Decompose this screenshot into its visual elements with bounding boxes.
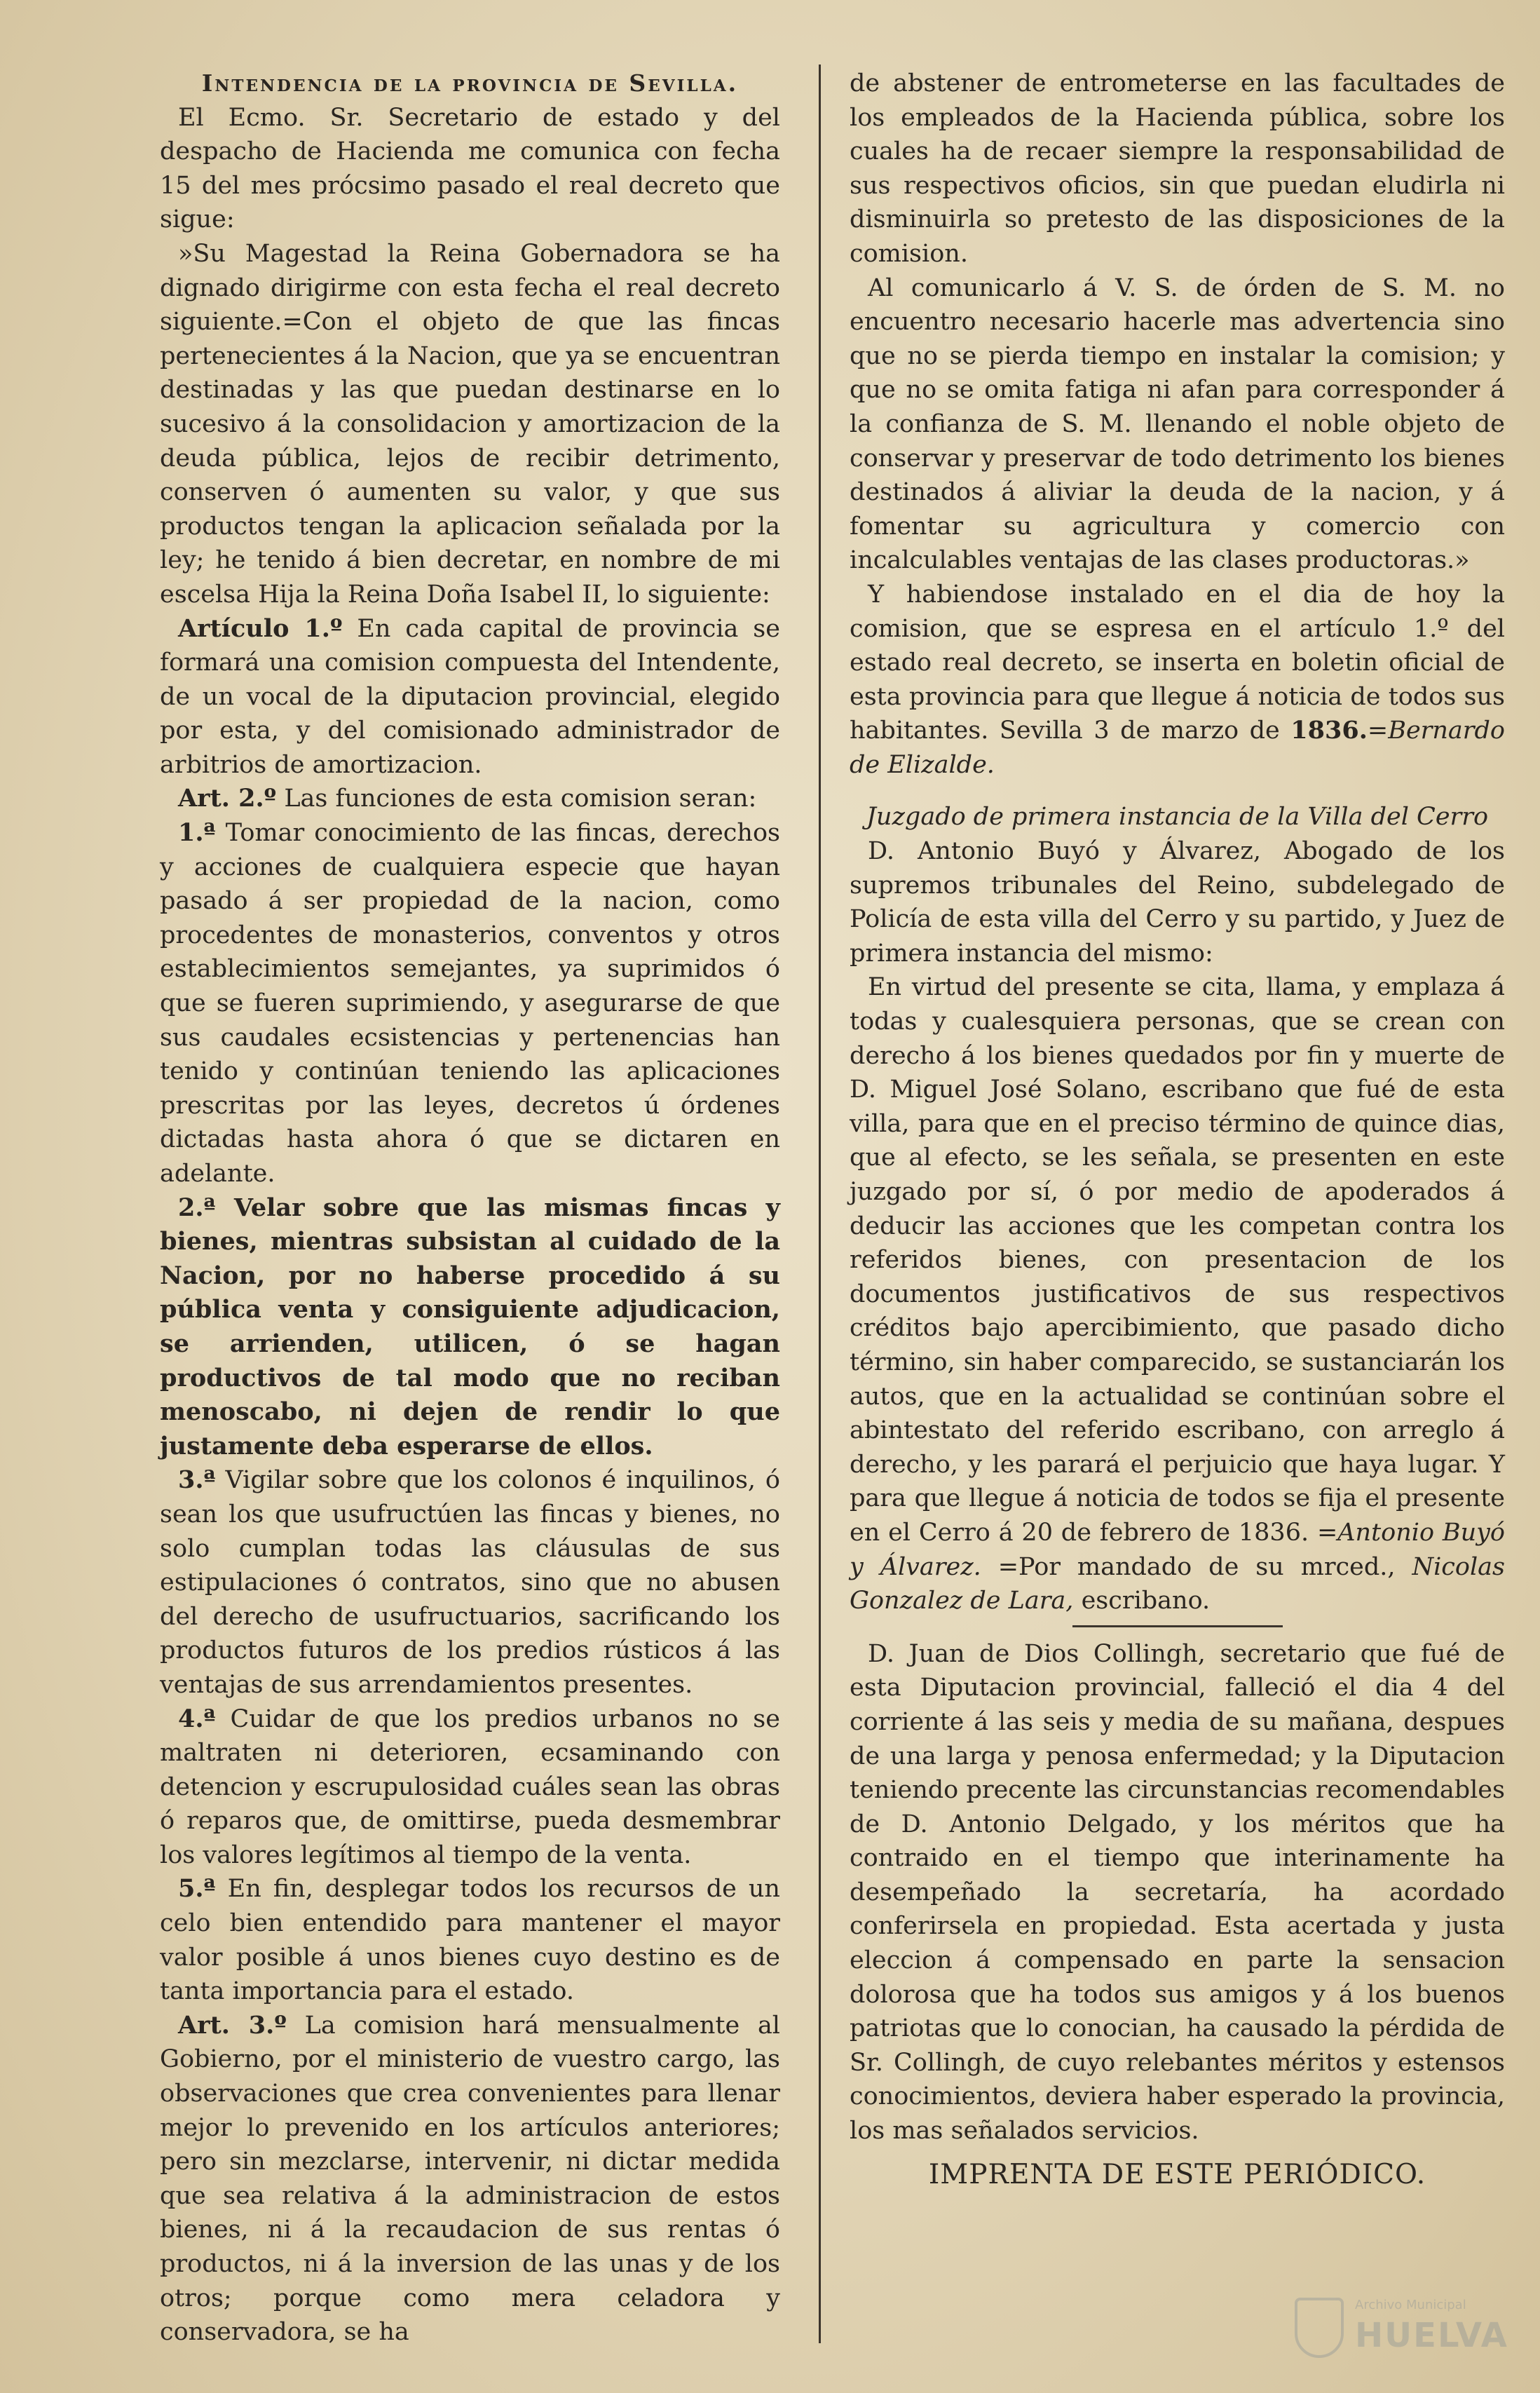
section-separator (1072, 1625, 1283, 1627)
closing-year: 1836. (1290, 716, 1368, 745)
item-5-lead: 5.ª (178, 1874, 216, 1904)
intro-paragraph: El Ecmo. Sr. Secretario de estado y del despacho de Hacienda me comunica con fecha 15 del mes prócsimo pasado el real decreto que sigue: (160, 103, 780, 234)
item-3-lead: 3.ª (178, 1465, 216, 1495)
closing-text: Y habiendose instalado en el dia de hoy la comision, que se espresa en el artículo 1.º del estado real decreto, se inserta en boletin oficial de esta provincia para que llegue á noticia de todos sus habitantes. Sevilla 3 de marzo de (850, 580, 1505, 745)
court-body (850, 970, 1505, 1618)
watermark-small-text: Archivo Municipal (1355, 2298, 1466, 2312)
court-heading: D. Antonio Buyó y Álvarez, Abogado de los supremos tribunales del Reino, subdelegado de Policía de esta villa del Cerro y su partido, y Juez de primera instancia del mismo: (850, 837, 1505, 968)
archive-watermark (1295, 2289, 1508, 2366)
court-signature-mandate: =Por mandado de su mrced., (997, 1552, 1396, 1581)
function-item-4 (160, 1702, 780, 1873)
item-3-text: Vigilar sobre que los colonos é inquilinos, ó sean los que usufructúen las fincas y bienes, no solo cumplan todas las cláusulas de sus estipulaciones ó contratos, sino que no abusen del derecho de usufructuarios, sacrificando los productos futuros de los predios rústicos á las ventajas de sus arrendamientos presentes. (160, 1466, 780, 1699)
right-column (850, 67, 1505, 2192)
column-divider (819, 65, 821, 2343)
section-heading: Intendencia de la provincia de Sevilla. (201, 69, 739, 97)
court-body-text: En virtud del presente se cita, llama, y emplaza á todas y cualesquiera personas, que se crean con derecho á los bienes quedados por fin y muerte de D. Miguel José Solano, escribano que fué de esta villa, para que en el preciso término de quince dias, que al efecto, se les señala, se presenten en este juzgado por sí, ó por medio de apoderados á deducir las acciones que les competan contra los referidos bienes, con presentacion de los documentos justificativos de sus respectivos créditos bajo apercibimiento, que pasado dicho término, sin haber comparecido, se sustanciarán los autos, que en la actualidad se continúan sobre el abintestato del referido escribano, con arreglo á derecho, y les parará el perjuicio que haya lugar. Y para que llegue á noticia de todos se fija el presente en el Cerro á 20 de febrero de 1836. (850, 973, 1505, 1547)
article-2-lead: Art. 2.º (178, 784, 277, 813)
article-3-text: La comision hará mensualmente al Gobierno, por el ministerio de vuestro cargo, las observaciones que crea convenientes para llenar mejor lo prevenido en los artículos anteriores; pero sin mezclarse, intervenir, ni dictar medida que sea relativa á la administracion de estos bienes, ni á la recaudacion de sus rentas ó productos, ni á la inversion de las unas y de los otros; porque como mera celadora y conservadora, se ha (160, 2011, 781, 2347)
shield-icon (1295, 2298, 1344, 2358)
item-5-text: En fin, desplegar todos los recursos de un celo bien entendido para mantener el mayor valor posible á unos bienes cuyo destino es de tanta importancia para el estado. (160, 1875, 780, 2006)
court-signature-end: escribano. (1081, 1587, 1211, 1615)
item-4-lead: 4.ª (178, 1704, 216, 1733)
article-3-lead: Art. 3.º (178, 2010, 287, 2040)
decree-continuation: de abstener de entrometerse en las facultades de los empleados de la Hacienda pública, sobre los cuales ha de recaer siempre la responsabilidad de sus respectivos oficios, sin que puedan eludirla ni disminuirla so pretesto de las disposiciones de la comision. (850, 69, 1505, 268)
article-2-text: Las funciones de esta comision seran: (284, 785, 757, 813)
function-item-1 (160, 816, 780, 1191)
article-1-lead: Artículo 1.º (178, 613, 343, 643)
article-3 (160, 2009, 780, 2350)
court-title: Juzgado de primera instancia de la Villa del Cerro (866, 803, 1489, 832)
item-2-text: Velar sobre que las mismas fincas y bienes, mientras subsistan al cuidado de la Nacion, por no haberse procedido á su pública venta y consiguiente adjudicacion, se arrienden, utilicen, ó se hagan productivos de tal modo que no reciban menoscabo, ni dejen de rendir lo que justamente deba esperarse de ellos. (160, 1193, 780, 1460)
closing-signature: Bernardo de Elizalde. (850, 717, 1505, 779)
closing-separator: = (1367, 717, 1389, 745)
closing-paragraph (850, 578, 1505, 782)
article-1-text: En cada capital de provincia se formará una comision compuesta del Intendente, de un vocal de la diputacion provincial, elegido por esta, y del comisionado administrador de arbitrios de amortizacion. (160, 614, 780, 779)
item-4-text: Cuidar de que los predios urbanos no se maltraten ni deterioren, ecsaminando con detencion y escrupulosidad cuáles sean las obras ó reparos que, de omittirse, pueda desmembrar los valores legítimos al tiempo de la venta. (160, 1704, 780, 1869)
decree-intro-paragraph: »Su Magestad la Reina Gobernadora se ha dignado dirigirme con esta fecha el real decreto siguiente.=Con el objeto de que las fincas pertenecientes á la Nacion, que ya se encuentran destinadas y las que puedan destinarse en lo sucesivo á la consolidacion y amortizacion de la deuda pública, lejos de recibir detrimento, conserven ó aumenten su valor, y que sus productos tengan la aplicacion señalada por la ley; he tenido á bien decretar, en nombre de mi escelsa Hija la Reina Doña Isabel II, lo siguiente: (160, 239, 780, 609)
court-signature-clerk: Nicolas Gonzalez de Lara, (850, 1552, 1505, 1615)
imprint-line: IMPRENTA DE ESTE PERIÓDICO. (928, 2158, 1426, 2190)
function-item-3 (160, 1463, 780, 1702)
left-column (160, 67, 780, 2350)
item-1-lead: 1.ª (178, 818, 216, 848)
obituary-paragraph: D. Juan de Dios Collingh, secretario que fué de esta Diputacion provincial, falleció el dia 4 del corriente á las seis y media de su mañana, despues de una larga y penosa enfermedad; y la Diputacion teniendo precente las circunstancias recomendables de D. Antonio Delgado, y los méritos que ha contraido en el tiempo que interinamente ha desempeñado la secretaría, ha acordado conferirsela en propiedad. Esta acertada y justa eleccion á compensado en parte la sensacion dolorosa que ha todos sus amigos y á los buenos patriotas que lo conocian, ha causado la pérdida de Sr. Collingh, de cuyo relebantes méritos y estensos conocimientos, deviera haber esperado la provincia, los mas señalados servicios. (850, 1639, 1505, 2145)
communication-paragraph: Al comunicarlo á V. S. de órden de S. M. no encuentro necesario hacerle mas advertencia sino que no se pierda tiempo en instalar la comision; y que no se omita fatiga ni afan para corresponder á la confianza de S. M. llenando el noble objeto de conservar y preservar de todo detrimento los bienes destinados á aliviar la deuda de la nacion, y á fomentar su agricultura y comercio con incalculables ventajas de las clases productoras.» (850, 273, 1505, 575)
item-2-lead: 2.ª (178, 1193, 216, 1222)
watermark-big-text: HUELVA (1355, 2316, 1508, 2355)
function-item-2 (160, 1191, 780, 1464)
item-1-text: Tomar conocimiento de las fincas, derechos y acciones de cualquiera especie que hayan pasado á ser propiedad de la nacion, como procedentes de monasterios, conventos y otros establecimientos semejantes, ya suprimidos ó que se fueren suprimiendo, y asegurarse de que sus caudales ecsistencias y pertenencias han tenido y continúan teniendo las aplicaciones prescritas por las leyes, decretos ú órdenes dictadas hasta ahora ó que se dictaren en adelante. (160, 819, 780, 1188)
article-1 (160, 612, 780, 782)
court-signature-judge: =Antonio Buyó y Álvarez. (850, 1518, 1505, 1581)
article-2 (160, 782, 780, 816)
function-item-5 (160, 1872, 780, 2008)
